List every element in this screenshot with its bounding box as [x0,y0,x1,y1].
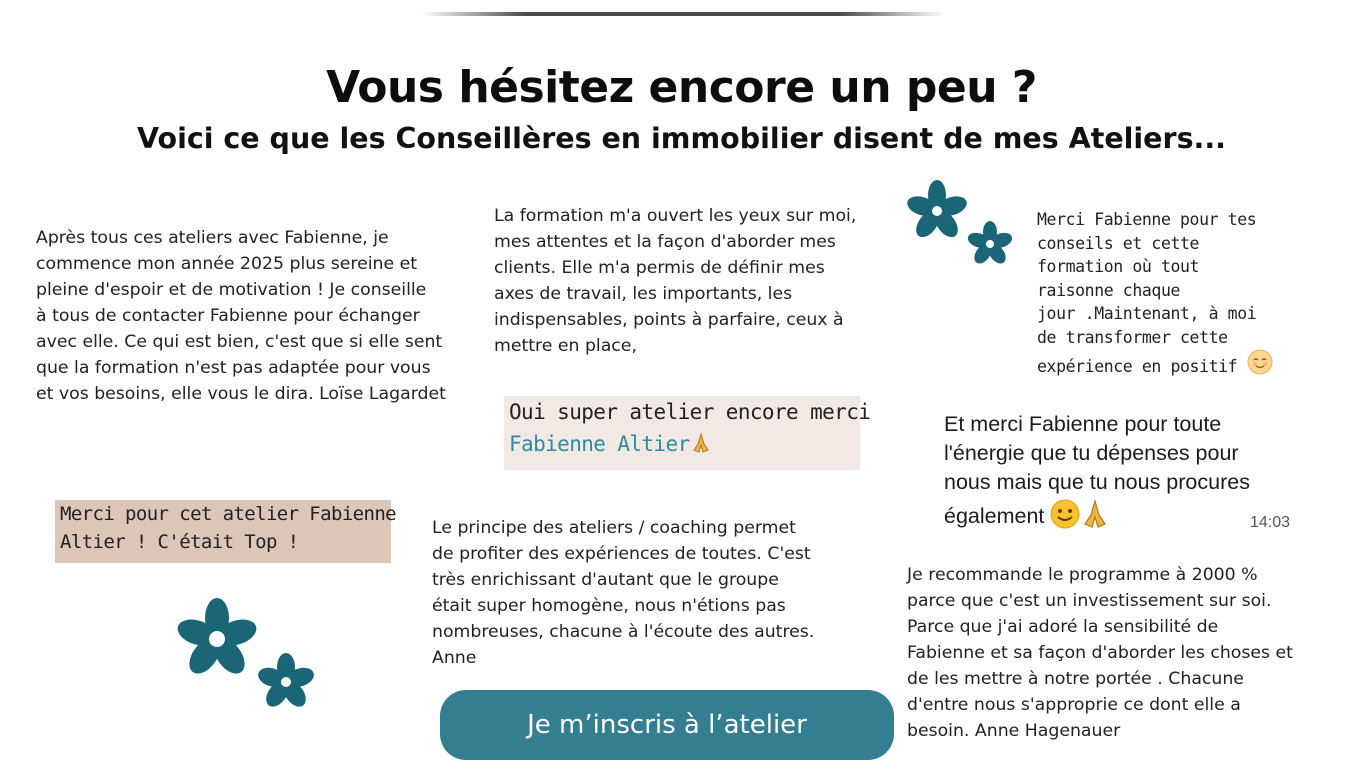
chat-line: Oui super atelier encore merci [509,400,871,424]
testimonial-line: indispensables, points à parfaire, ceux à [494,310,844,330]
testimonial-line: très enrichissant d'autant que le groupe [432,570,779,590]
flower-icon [175,598,259,680]
flower-icon [253,652,319,712]
testimonial-line: clients. Elle m'a permis de définir mes [494,258,825,278]
testimonial-line: commence mon année 2025 plus sereine et [36,254,418,274]
chat-line-name [509,432,712,459]
relieved-emoji [1247,349,1273,382]
testimonial-line: La formation m'a ouvert les yeux sur moi, [494,206,857,226]
note-line: conseils et cette [1037,233,1200,253]
testimonial-line: Anne [432,648,477,668]
testimonial-anne [432,515,852,671]
note-line: Merci Fabienne pour tes [1037,210,1257,229]
testimonial-line: de les mettre à notre portée . Chacune [907,669,1244,689]
whatsapp-line: Et merci Fabienne pour toute [944,412,1222,436]
testimonial-line: Après tous ces ateliers avec Fabienne, je [36,228,389,248]
testimonial-line: Le principe des ateliers / coaching permet [432,518,796,538]
smiling-emoji [1050,499,1080,537]
testimonial-line: mettre en place, [494,336,637,356]
testimonial-line: axes de travail, les importants, les [494,284,793,304]
praying-hands-emoji [690,432,712,459]
chat-message-whatsapp [944,410,1294,537]
chat-line: Merci pour cet atelier Fabienne [60,503,397,525]
chat-message-merci-atelier [55,500,397,563]
chat-name: Fabienne Altier [509,432,690,456]
chat-message-oui-super [504,396,871,470]
testimonial-loise [36,225,476,407]
flower-icon [905,180,969,242]
testimonial-line: mes attentes et la façon d'aborder mes [494,232,836,252]
flower-icon [965,220,1015,268]
whatsapp-line: l'énergie que tu dépenses pour [944,441,1239,465]
testimonial-line: pleine d'espoir et de motivation ! Je conseille [36,280,427,300]
note-line: raisonne chaque [1037,280,1181,300]
register-workshop-button[interactable]: Je m’inscris à l’atelier [440,690,894,760]
testimonial-line: nombreuses, chacune à l'écoute des autres. [432,622,815,642]
whatsapp-line: également [944,504,1045,528]
page-title: Vous hésitez encore un peu ? [326,62,1037,113]
page-subtitle: Voici ce que les Conseillères en immobilier disent de mes Ateliers... [136,122,1227,155]
testimonial-line: Fabienne et sa façon d'aborder les choses et [907,643,1293,663]
testimonial-line: d'entre nous s'approprie ce dont elle a [907,695,1241,715]
testimonial-line: Parce que j'ai adoré la sensibilité de [907,617,1219,637]
testimonial-line: besoin. Anne Hagenauer [907,721,1121,741]
note-line: jour .Maintenant, à moi [1037,304,1257,323]
note-line-last [1037,349,1277,382]
chat-line: Altier ! C'était Top ! [60,531,299,553]
praying-hands-emoji [1080,499,1110,537]
testimonial-line: de profiter des expériences de toutes. C'est [432,544,811,564]
testimonial-formation [494,203,894,359]
note-line: de transformer cette [1037,327,1228,347]
testimonial-line: était super homogène, nous n'étions pas [432,596,786,616]
whatsapp-line-last [944,499,1294,537]
whatsapp-timestamp: 14:03 [1250,514,1291,531]
testimonial-line: et vos besoins, elle vous le dira. Loïse Lagardet [36,384,446,404]
testimonial-line: Je recommande le programme à 2000 % [907,565,1258,585]
testimonial-hagenauer [907,562,1337,744]
testimonial-line: parce que c'est un investissement sur soi. [907,591,1272,611]
testimonial-line: avec elle. Ce qui est bien, c'est que si elle sent [36,332,443,352]
note-line: expérience en positif [1037,357,1238,376]
whatsapp-line: nous mais que tu nous procures [944,470,1250,494]
top-divider [422,12,944,16]
testimonial-line: que la formation n'est pas adaptée pour vous [36,358,431,378]
testimonial-line: à tous de contacter Fabienne pour échanger [36,306,420,326]
note-line: formation où tout [1037,257,1200,276]
chat-message-merci-conseils [1037,208,1277,382]
